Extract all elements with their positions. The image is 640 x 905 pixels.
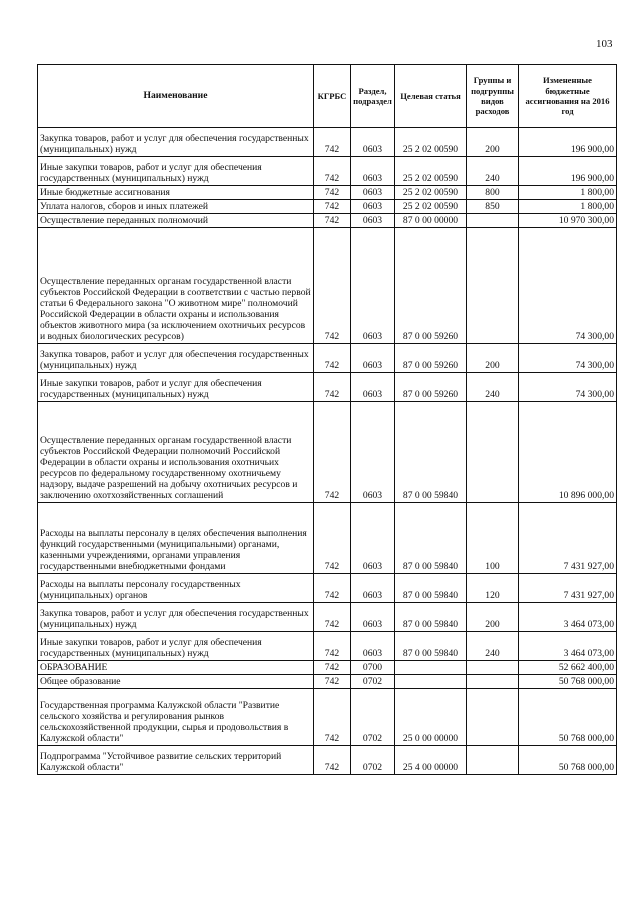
cell-group	[467, 402, 519, 503]
cell-name: Осуществление переданных органам государственной власти субъектов Российской Федерации в соответствии с частью первой статьи 6 Федерального закона "О животном мире" полномочий Российской Федерации в области охраны и использования объектов животного мира (за исключением охотничьих ресурсов и водных биологических ресурсов)	[38, 228, 314, 344]
cell-name: Закупка товаров, работ и услуг для обеспечения государственных (муниципальных) нужд	[38, 344, 314, 373]
cell-target	[395, 675, 467, 689]
table-row	[38, 157, 617, 186]
table-row	[38, 503, 617, 574]
cell-name: Иные бюджетные ассигнования	[38, 186, 314, 200]
cell-amount: 3 464 073,00	[519, 603, 617, 632]
cell-amount: 7 431 927,00	[519, 503, 617, 574]
cell-amount: 196 900,00	[519, 157, 617, 186]
cell-amount: 50 768 000,00	[519, 675, 617, 689]
table-row	[38, 661, 617, 675]
cell-kgrbs: 742	[314, 574, 351, 603]
table-body	[38, 128, 617, 775]
cell-target: 87 0 00 59840	[395, 603, 467, 632]
cell-amount: 74 300,00	[519, 228, 617, 344]
cell-group	[467, 661, 519, 675]
cell-target: 87 0 00 59840	[395, 402, 467, 503]
cell-target: 25 2 02 00590	[395, 128, 467, 157]
cell-kgrbs: 742	[314, 661, 351, 675]
cell-target: 25 2 02 00590	[395, 157, 467, 186]
cell-target: 87 0 00 59260	[395, 373, 467, 402]
table-row	[38, 228, 617, 344]
table-header-row	[38, 65, 617, 128]
table-row	[38, 344, 617, 373]
cell-target: 87 0 00 59840	[395, 632, 467, 661]
cell-section: 0603	[351, 402, 395, 503]
header-name: Наименование	[38, 65, 314, 128]
cell-name: Осуществление переданных органам государственной власти субъектов Российской Федерации полномочий Российской Федерации в области охраны и использования охотничьих ресурсов по федеральному государственному охотничьему надзору, выдаче разрешений на добычу охотничьих ресурсов и заключению охотхозяйственных соглашений	[38, 402, 314, 503]
cell-kgrbs: 742	[314, 603, 351, 632]
cell-group: 200	[467, 344, 519, 373]
cell-target: 87 0 00 59260	[395, 344, 467, 373]
table-row	[38, 373, 617, 402]
cell-name: Расходы на выплаты персоналу государственных (муниципальных) органов	[38, 574, 314, 603]
cell-kgrbs: 742	[314, 373, 351, 402]
cell-section: 0603	[351, 603, 395, 632]
cell-kgrbs: 742	[314, 675, 351, 689]
cell-section: 0603	[351, 200, 395, 214]
cell-amount: 196 900,00	[519, 128, 617, 157]
cell-group: 240	[467, 157, 519, 186]
cell-amount: 10 970 300,00	[519, 214, 617, 228]
header-section: Раздел, подраздел	[351, 65, 395, 128]
cell-section: 0603	[351, 503, 395, 574]
cell-amount: 52 662 400,00	[519, 661, 617, 675]
cell-name: Иные закупки товаров, работ и услуг для обеспечения государственных (муниципальных) нужд	[38, 157, 314, 186]
table-row	[38, 675, 617, 689]
cell-section: 0702	[351, 689, 395, 746]
table-row	[38, 746, 617, 775]
cell-name: Подпрограмма "Устойчивое развитие сельских территорий Калужской области"	[38, 746, 314, 775]
cell-kgrbs: 742	[314, 503, 351, 574]
cell-section: 0603	[351, 373, 395, 402]
cell-name: Государственная программа Калужской области "Развитие сельского хозяйства и регулирования рынков сельскохозяйственной продукции, сырья и продовольствия в Калужской области"	[38, 689, 314, 746]
header-kgrbs: КГРБС	[314, 65, 351, 128]
cell-group: 800	[467, 186, 519, 200]
table-row	[38, 200, 617, 214]
cell-target: 25 4 00 00000	[395, 746, 467, 775]
cell-section: 0603	[351, 214, 395, 228]
cell-amount: 74 300,00	[519, 344, 617, 373]
cell-group: 240	[467, 373, 519, 402]
cell-name: Закупка товаров, работ и услуг для обеспечения государственных (муниципальных) нужд	[38, 603, 314, 632]
header-target: Целевая статья	[395, 65, 467, 128]
cell-target: 87 0 00 59260	[395, 228, 467, 344]
header-amount: Измененные бюджетные ассигнования на 2016 год	[519, 65, 617, 128]
cell-group: 100	[467, 503, 519, 574]
table-row	[38, 186, 617, 200]
cell-name: Общее образование	[38, 675, 314, 689]
cell-amount: 1 800,00	[519, 186, 617, 200]
table-row	[38, 632, 617, 661]
cell-amount: 50 768 000,00	[519, 746, 617, 775]
cell-section: 0603	[351, 574, 395, 603]
page-number: 103	[596, 38, 613, 50]
cell-name: Осуществление переданных полномочий	[38, 214, 314, 228]
cell-kgrbs: 742	[314, 632, 351, 661]
cell-group: 200	[467, 603, 519, 632]
cell-amount: 1 800,00	[519, 200, 617, 214]
cell-name: ОБРАЗОВАНИЕ	[38, 661, 314, 675]
table-row	[38, 689, 617, 746]
budget-table	[37, 64, 617, 775]
cell-kgrbs: 742	[314, 228, 351, 344]
cell-group: 240	[467, 632, 519, 661]
cell-group	[467, 214, 519, 228]
cell-amount: 74 300,00	[519, 373, 617, 402]
cell-name: Уплата налогов, сборов и иных платежей	[38, 200, 314, 214]
cell-kgrbs: 742	[314, 157, 351, 186]
cell-section: 0603	[351, 128, 395, 157]
cell-name: Иные закупки товаров, работ и услуг для обеспечения государственных (муниципальных) нужд	[38, 632, 314, 661]
cell-kgrbs: 742	[314, 186, 351, 200]
cell-target: 25 0 00 00000	[395, 689, 467, 746]
cell-section: 0700	[351, 661, 395, 675]
table-row	[38, 603, 617, 632]
cell-name: Расходы на выплаты персоналу в целях обеспечения выполнения функций государственными (муниципальными) органами, казенными учреждениями, органами управления государственными внебюджетными фондами	[38, 503, 314, 574]
cell-section: 0603	[351, 157, 395, 186]
cell-section: 0603	[351, 186, 395, 200]
cell-amount: 10 896 000,00	[519, 402, 617, 503]
cell-amount: 3 464 073,00	[519, 632, 617, 661]
cell-group	[467, 746, 519, 775]
table-row	[38, 128, 617, 157]
cell-target: 87 0 00 59840	[395, 503, 467, 574]
cell-group: 850	[467, 200, 519, 214]
cell-group: 200	[467, 128, 519, 157]
cell-amount: 50 768 000,00	[519, 689, 617, 746]
cell-group	[467, 689, 519, 746]
cell-section: 0702	[351, 746, 395, 775]
cell-target	[395, 661, 467, 675]
cell-group	[467, 228, 519, 344]
table-row	[38, 214, 617, 228]
cell-target: 25 2 02 00590	[395, 186, 467, 200]
table-row	[38, 574, 617, 603]
cell-name: Закупка товаров, работ и услуг для обеспечения государственных (муниципальных) нужд	[38, 128, 314, 157]
cell-kgrbs: 742	[314, 344, 351, 373]
table-row	[38, 402, 617, 503]
cell-target: 87 0 00 00000	[395, 214, 467, 228]
cell-kgrbs: 742	[314, 200, 351, 214]
cell-name: Иные закупки товаров, работ и услуг для обеспечения государственных (муниципальных) нужд	[38, 373, 314, 402]
cell-group: 120	[467, 574, 519, 603]
cell-kgrbs: 742	[314, 402, 351, 503]
cell-section: 0702	[351, 675, 395, 689]
cell-kgrbs: 742	[314, 746, 351, 775]
cell-section: 0603	[351, 228, 395, 344]
header-group: Группы и подгруппы видов расходов	[467, 65, 519, 128]
cell-kgrbs: 742	[314, 128, 351, 157]
cell-amount: 7 431 927,00	[519, 574, 617, 603]
cell-section: 0603	[351, 632, 395, 661]
cell-target: 25 2 02 00590	[395, 200, 467, 214]
cell-kgrbs: 742	[314, 689, 351, 746]
cell-group	[467, 675, 519, 689]
cell-kgrbs: 742	[314, 214, 351, 228]
cell-section: 0603	[351, 344, 395, 373]
cell-target: 87 0 00 59840	[395, 574, 467, 603]
